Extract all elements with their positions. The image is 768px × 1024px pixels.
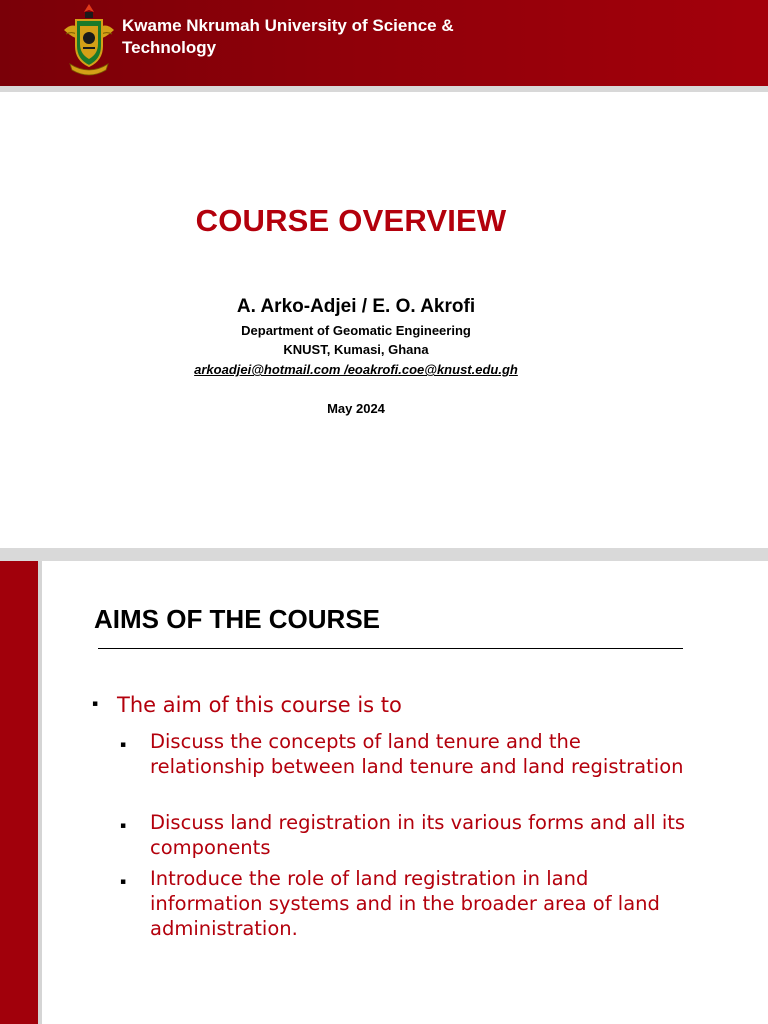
intro-text: The aim of this course is to [117, 693, 402, 717]
list-item [120, 866, 700, 941]
side-accent-bar [0, 561, 38, 1024]
slide-separator [0, 548, 768, 561]
list-item [120, 810, 700, 860]
aim-item-text: Introduce the role of land registration in land information systems and in the broader area of land administration. [150, 867, 660, 940]
slide-title: COURSE OVERVIEW [195, 203, 507, 238]
square-bullet-icon: ▪ [120, 821, 127, 831]
university-crest-icon [60, 2, 118, 76]
department: Department of Geomatic Engineering [241, 323, 471, 338]
sub-list [120, 729, 700, 779]
university-name: Kwame Nkrumah University of Science & Technology [122, 16, 454, 57]
list-item [120, 729, 700, 779]
header-banner [0, 0, 768, 86]
square-bullet-icon: ▪ [120, 877, 127, 887]
square-bullet-icon: ▪ [92, 699, 99, 709]
location: KNUST, Kumasi, Ghana [283, 342, 429, 357]
aims-heading: AIMS OF THE COURSE [94, 604, 381, 634]
authors: A. Arko-Adjei / E. O. Akrofi [236, 296, 476, 317]
header-shadow [0, 86, 768, 92]
aim-item-text: Discuss land registration in its various forms and all its components [150, 811, 686, 859]
aims-slide [0, 561, 768, 1024]
side-bar-shadow [38, 561, 42, 1024]
sub-list [120, 810, 700, 860]
square-bullet-icon: ▪ [120, 740, 127, 750]
date: May 2024 [327, 401, 385, 416]
aim-item-text: Discuss the concepts of land tenure and the relationship between land tenure and land registration [150, 730, 684, 778]
email-links[interactable]: arkoadjei@hotmail.com /eoakrofi.coe@knust.edu.gh [194, 362, 518, 377]
heading-underline [98, 648, 683, 649]
sub-list [120, 866, 700, 941]
